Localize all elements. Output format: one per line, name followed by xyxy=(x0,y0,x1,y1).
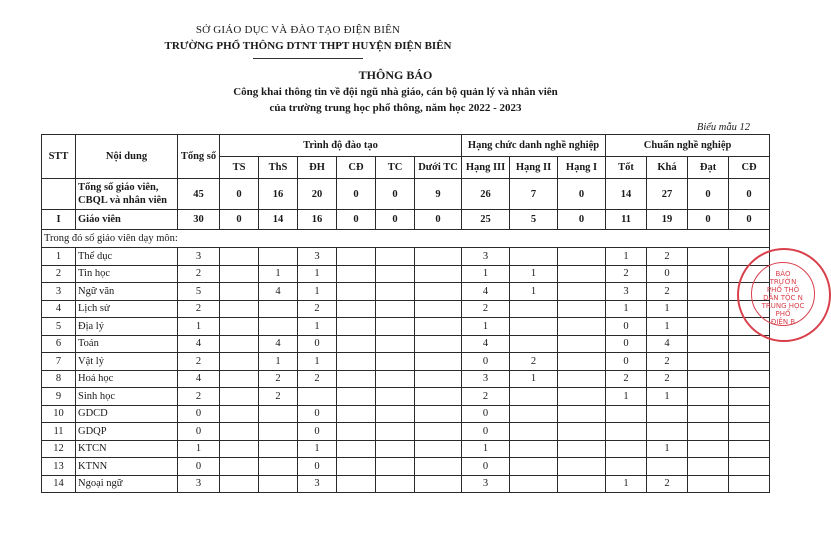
subject-value xyxy=(415,458,462,476)
subject-value: 0 xyxy=(462,423,510,441)
subject-value: 2 xyxy=(178,265,220,283)
subject-name: KTCN xyxy=(76,440,178,458)
subject-name: GDQP xyxy=(76,423,178,441)
subject-value xyxy=(558,370,606,388)
subject-value: 2 xyxy=(259,370,298,388)
teacher-label: Giáo viên xyxy=(76,210,178,230)
total-value-9: 0 xyxy=(558,179,606,210)
subject-value xyxy=(337,475,376,493)
notice-title: THÔNG BÁO xyxy=(358,68,433,82)
subject-value xyxy=(510,475,558,493)
table-row xyxy=(42,370,770,388)
teacher-value-11: 19 xyxy=(647,210,688,230)
form-number: Biểu mẫu 12 xyxy=(696,122,750,133)
table-row xyxy=(42,265,770,283)
subject-value xyxy=(729,353,770,371)
subject-value xyxy=(558,440,606,458)
subject-value xyxy=(376,248,415,266)
subject-value: 1 xyxy=(510,370,558,388)
col-standard-3: CĐ xyxy=(729,157,770,179)
subject-value xyxy=(220,423,259,441)
subject-value xyxy=(220,458,259,476)
subject-value xyxy=(510,248,558,266)
teacher-value-9: 0 xyxy=(558,210,606,230)
subject-value: 2 xyxy=(647,283,688,301)
subject-value xyxy=(220,318,259,336)
subject-value xyxy=(729,440,770,458)
subject-value xyxy=(415,370,462,388)
subject-value xyxy=(647,423,688,441)
subject-value xyxy=(558,318,606,336)
col-content: Nội dung xyxy=(76,135,178,179)
subject-value: 1 xyxy=(647,300,688,318)
subject-value xyxy=(259,248,298,266)
subject-value xyxy=(688,458,729,476)
subject-value xyxy=(510,335,558,353)
subject-value: 1 xyxy=(510,265,558,283)
total-value-10: 14 xyxy=(606,179,647,210)
subject-value xyxy=(688,353,729,371)
subject-value xyxy=(376,475,415,493)
subject-value xyxy=(558,388,606,406)
col-rank-1: Hạng II xyxy=(510,157,558,179)
total-value-3: 20 xyxy=(298,179,337,210)
subject-value xyxy=(688,475,729,493)
subject-stt: 7 xyxy=(42,353,76,371)
subject-value xyxy=(337,353,376,371)
subject-value xyxy=(337,248,376,266)
subject-value xyxy=(606,458,647,476)
subject-value: 4 xyxy=(647,335,688,353)
subject-value: 0 xyxy=(462,458,510,476)
subject-value xyxy=(415,475,462,493)
subject-value xyxy=(220,353,259,371)
subject-value xyxy=(220,440,259,458)
subject-value: 2 xyxy=(510,353,558,371)
subject-name: Toán xyxy=(76,335,178,353)
subject-value xyxy=(510,388,558,406)
total-label: Tổng số giáo viên, CBQL và nhân viên xyxy=(76,179,178,210)
subject-value: 2 xyxy=(647,370,688,388)
subject-value xyxy=(729,405,770,423)
subject-value xyxy=(688,283,729,301)
table-row xyxy=(42,423,770,441)
subject-value xyxy=(337,440,376,458)
subject-value: 0 xyxy=(298,458,337,476)
subject-value xyxy=(376,405,415,423)
subject-value: 2 xyxy=(298,370,337,388)
subject-value: 1 xyxy=(606,388,647,406)
subject-value: 0 xyxy=(298,423,337,441)
teacher-value-6: 0 xyxy=(415,210,462,230)
subject-value xyxy=(220,405,259,423)
subject-value xyxy=(415,300,462,318)
table-row xyxy=(42,248,770,266)
table-row xyxy=(42,335,770,353)
total-row xyxy=(42,179,770,210)
total-value-0: 45 xyxy=(178,179,220,210)
subject-value xyxy=(558,265,606,283)
total-value-5: 0 xyxy=(376,179,415,210)
subject-value xyxy=(259,405,298,423)
subject-name: Lịch sử xyxy=(76,300,178,318)
subject-value: 1 xyxy=(259,265,298,283)
subject-value: 0 xyxy=(178,458,220,476)
subject-value xyxy=(510,300,558,318)
subject-stt: 5 xyxy=(42,318,76,336)
subject-value: 4 xyxy=(462,335,510,353)
total-value-13: 0 xyxy=(729,179,770,210)
subject-value: 1 xyxy=(462,265,510,283)
teacher-value-10: 11 xyxy=(606,210,647,230)
subject-value xyxy=(220,388,259,406)
subject-value xyxy=(415,440,462,458)
subject-value xyxy=(259,475,298,493)
col-total: Tổng số xyxy=(178,135,220,179)
subject-value xyxy=(729,423,770,441)
header-underline xyxy=(253,58,363,59)
subject-value xyxy=(688,388,729,406)
col-training-4: TC xyxy=(376,157,415,179)
subject-value xyxy=(259,300,298,318)
subject-value xyxy=(558,475,606,493)
subject-value xyxy=(337,265,376,283)
subject-value xyxy=(688,335,729,353)
subject-value: 1 xyxy=(178,318,220,336)
subject-value xyxy=(688,440,729,458)
subject-value: 3 xyxy=(178,475,220,493)
subject-name: Ngoại ngữ xyxy=(76,475,178,493)
subject-value: 1 xyxy=(510,283,558,301)
subject-value: 1 xyxy=(462,440,510,458)
school-seal xyxy=(737,248,831,342)
subject-value: 3 xyxy=(178,248,220,266)
subject-value xyxy=(415,423,462,441)
subject-value xyxy=(376,265,415,283)
teacher-value-7: 25 xyxy=(462,210,510,230)
subject-value xyxy=(220,283,259,301)
subject-value xyxy=(220,370,259,388)
subject-value xyxy=(376,318,415,336)
subject-value: 0 xyxy=(606,353,647,371)
seal-text: BÁO TRƯỜN PHỔ THÔ DÂN TỘC N TRUNG HỌC PHỔ ĐIỆN B xyxy=(761,270,805,326)
subject-value xyxy=(415,265,462,283)
teacher-value-3: 16 xyxy=(298,210,337,230)
subject-value xyxy=(729,458,770,476)
subject-value: 1 xyxy=(298,440,337,458)
table-row xyxy=(42,318,770,336)
subject-value: 2 xyxy=(178,300,220,318)
subject-stt: 2 xyxy=(42,265,76,283)
group-standard: Chuẩn nghề nghiệp xyxy=(606,135,770,157)
subject-value xyxy=(688,248,729,266)
subject-value xyxy=(558,300,606,318)
table-row xyxy=(42,353,770,371)
table-row xyxy=(42,283,770,301)
subject-value: 2 xyxy=(606,370,647,388)
table-row xyxy=(42,475,770,493)
subject-value: 4 xyxy=(462,283,510,301)
teacher-row xyxy=(42,210,770,230)
subject-value: 1 xyxy=(606,475,647,493)
department-name: SỞ GIÁO DỤC VÀ ĐÀO TẠO ĐIỆN BIÊN xyxy=(195,24,401,36)
subject-value xyxy=(220,335,259,353)
total-stt xyxy=(42,179,76,210)
subject-value: 0 xyxy=(606,318,647,336)
subject-value xyxy=(558,423,606,441)
subject-stt: 13 xyxy=(42,458,76,476)
subject-stt: 3 xyxy=(42,283,76,301)
subject-stt: 11 xyxy=(42,423,76,441)
subject-name: Ngữ văn xyxy=(76,283,178,301)
subject-value: 0 xyxy=(178,405,220,423)
col-standard-2: Đạt xyxy=(688,157,729,179)
subject-stt: 14 xyxy=(42,475,76,493)
notice-subtitle-line1: Công khai thông tin về đội ngũ nhà giáo, cán bộ quản lý và nhân viên xyxy=(233,86,558,98)
subject-value: 1 xyxy=(606,248,647,266)
subject-value: 2 xyxy=(259,388,298,406)
subject-value xyxy=(558,458,606,476)
subject-value xyxy=(337,318,376,336)
table-row xyxy=(42,388,770,406)
subject-value xyxy=(729,388,770,406)
subject-value: 3 xyxy=(606,283,647,301)
subject-stt: 9 xyxy=(42,388,76,406)
subject-value xyxy=(606,405,647,423)
subject-value: 2 xyxy=(298,300,337,318)
subject-value xyxy=(415,283,462,301)
subject-value: 1 xyxy=(178,440,220,458)
subject-value: 2 xyxy=(178,353,220,371)
subject-value: 2 xyxy=(647,475,688,493)
group-rank: Hạng chức danh nghề nghiệp xyxy=(462,135,606,157)
header-row-1 xyxy=(42,135,770,157)
subject-subtitle-row xyxy=(42,230,770,248)
subject-value: 1 xyxy=(606,300,647,318)
subject-value xyxy=(688,265,729,283)
subject-name: GDCD xyxy=(76,405,178,423)
subject-value xyxy=(688,423,729,441)
subject-name: Địa lý xyxy=(76,318,178,336)
subject-name: Sinh học xyxy=(76,388,178,406)
subject-stt: 4 xyxy=(42,300,76,318)
subject-value xyxy=(376,440,415,458)
subject-value xyxy=(688,318,729,336)
subject-value xyxy=(259,458,298,476)
teacher-value-8: 5 xyxy=(510,210,558,230)
subject-value xyxy=(337,335,376,353)
subject-value xyxy=(647,405,688,423)
subject-value xyxy=(298,388,337,406)
total-value-6: 9 xyxy=(415,179,462,210)
subject-value xyxy=(220,300,259,318)
subject-value xyxy=(259,318,298,336)
col-training-2: ĐH xyxy=(298,157,337,179)
subject-value: 1 xyxy=(647,388,688,406)
subject-value xyxy=(337,423,376,441)
subject-value: 3 xyxy=(462,248,510,266)
teacher-value-4: 0 xyxy=(337,210,376,230)
subject-value xyxy=(729,475,770,493)
teacher-value-2: 14 xyxy=(259,210,298,230)
subject-value xyxy=(220,248,259,266)
subject-value xyxy=(376,388,415,406)
subject-value xyxy=(376,335,415,353)
subject-stt: 8 xyxy=(42,370,76,388)
subject-value xyxy=(415,318,462,336)
subject-value: 0 xyxy=(298,335,337,353)
subject-value xyxy=(415,353,462,371)
subject-value xyxy=(259,423,298,441)
subject-value xyxy=(415,335,462,353)
col-standard-0: Tốt xyxy=(606,157,647,179)
subject-value xyxy=(337,370,376,388)
subject-name: Tin học xyxy=(76,265,178,283)
staff-table xyxy=(41,134,770,493)
subject-value xyxy=(510,318,558,336)
subject-value xyxy=(415,248,462,266)
subject-value xyxy=(376,353,415,371)
subject-value xyxy=(376,300,415,318)
subject-value xyxy=(259,440,298,458)
subject-value xyxy=(337,405,376,423)
subject-value: 4 xyxy=(178,335,220,353)
subject-value: 3 xyxy=(298,475,337,493)
subject-value: 1 xyxy=(647,440,688,458)
subject-value xyxy=(220,475,259,493)
subject-value: 1 xyxy=(462,318,510,336)
subject-value xyxy=(376,370,415,388)
total-value-7: 26 xyxy=(462,179,510,210)
subject-value: 3 xyxy=(462,370,510,388)
subject-name: Thể dục xyxy=(76,248,178,266)
subject-value xyxy=(337,300,376,318)
subject-value xyxy=(558,405,606,423)
subject-value xyxy=(337,283,376,301)
subject-value: 1 xyxy=(259,353,298,371)
subject-value: 2 xyxy=(178,388,220,406)
subject-value: 2 xyxy=(647,248,688,266)
subject-name: KTNN xyxy=(76,458,178,476)
table-row xyxy=(42,300,770,318)
subject-stt: 6 xyxy=(42,335,76,353)
subject-name: Vật lý xyxy=(76,353,178,371)
subject-value: 2 xyxy=(462,388,510,406)
total-value-1: 0 xyxy=(220,179,259,210)
teacher-stt: I xyxy=(42,210,76,230)
subject-value xyxy=(688,370,729,388)
col-stt: STT xyxy=(42,135,76,179)
teacher-value-12: 0 xyxy=(688,210,729,230)
table-row xyxy=(42,440,770,458)
group-training: Trình độ đào tạo xyxy=(220,135,462,157)
subject-value: 1 xyxy=(298,353,337,371)
subject-stt: 10 xyxy=(42,405,76,423)
subject-value: 0 xyxy=(606,335,647,353)
subject-value xyxy=(337,388,376,406)
teacher-value-1: 0 xyxy=(220,210,259,230)
subject-value: 4 xyxy=(259,335,298,353)
subject-value xyxy=(510,423,558,441)
col-training-1: ThS xyxy=(259,157,298,179)
subject-value: 0 xyxy=(462,405,510,423)
subject-value xyxy=(558,335,606,353)
subject-value xyxy=(337,458,376,476)
total-value-2: 16 xyxy=(259,179,298,210)
subject-value xyxy=(510,440,558,458)
teacher-value-0: 30 xyxy=(178,210,220,230)
subject-value xyxy=(558,353,606,371)
subject-value: 4 xyxy=(178,370,220,388)
subject-value: 3 xyxy=(298,248,337,266)
subject-value xyxy=(510,405,558,423)
subject-value: 1 xyxy=(647,318,688,336)
subject-value: 0 xyxy=(298,405,337,423)
table-row xyxy=(42,405,770,423)
table-row xyxy=(42,458,770,476)
teacher-value-5: 0 xyxy=(376,210,415,230)
subject-value: 0 xyxy=(647,265,688,283)
subject-value xyxy=(510,458,558,476)
subject-value: 0 xyxy=(462,353,510,371)
subject-value xyxy=(688,300,729,318)
subject-value xyxy=(376,458,415,476)
subject-stt: 1 xyxy=(42,248,76,266)
subject-value xyxy=(688,405,729,423)
subject-name: Hoá học xyxy=(76,370,178,388)
subject-value xyxy=(606,423,647,441)
subject-value: 1 xyxy=(298,283,337,301)
subject-value xyxy=(558,283,606,301)
total-value-8: 7 xyxy=(510,179,558,210)
subject-value: 2 xyxy=(462,300,510,318)
col-training-0: TS xyxy=(220,157,259,179)
subject-value: 2 xyxy=(647,353,688,371)
subject-value: 3 xyxy=(462,475,510,493)
col-rank-0: Hạng III xyxy=(462,157,510,179)
subject-value: 4 xyxy=(259,283,298,301)
subject-value xyxy=(415,388,462,406)
subject-value xyxy=(415,405,462,423)
subject-value xyxy=(558,248,606,266)
col-training-3: CĐ xyxy=(337,157,376,179)
school-name: TRƯỜNG PHỔ THÔNG DTNT THPT HUYỆN ĐIỆN BIÊN xyxy=(164,40,452,52)
subject-value xyxy=(220,265,259,283)
subject-stt: 12 xyxy=(42,440,76,458)
subject-value xyxy=(606,440,647,458)
total-value-12: 0 xyxy=(688,179,729,210)
subject-value: 1 xyxy=(298,318,337,336)
subject-value: 0 xyxy=(178,423,220,441)
col-standard-1: Khá xyxy=(647,157,688,179)
total-value-11: 27 xyxy=(647,179,688,210)
subject-value xyxy=(729,370,770,388)
col-training-5: Dưới TC xyxy=(415,157,462,179)
subject-value: 2 xyxy=(606,265,647,283)
subject-value xyxy=(376,283,415,301)
teacher-value-13: 0 xyxy=(729,210,770,230)
subject-value: 1 xyxy=(298,265,337,283)
col-rank-2: Hạng I xyxy=(558,157,606,179)
total-value-4: 0 xyxy=(337,179,376,210)
subject-value: 5 xyxy=(178,283,220,301)
subject-subtitle: Trong đó số giáo viên dạy môn: xyxy=(42,230,770,248)
subject-value xyxy=(376,423,415,441)
notice-subtitle-line2: của trường trung học phổ thông, năm học 2022 - 2023 xyxy=(269,102,522,114)
subject-value xyxy=(647,458,688,476)
